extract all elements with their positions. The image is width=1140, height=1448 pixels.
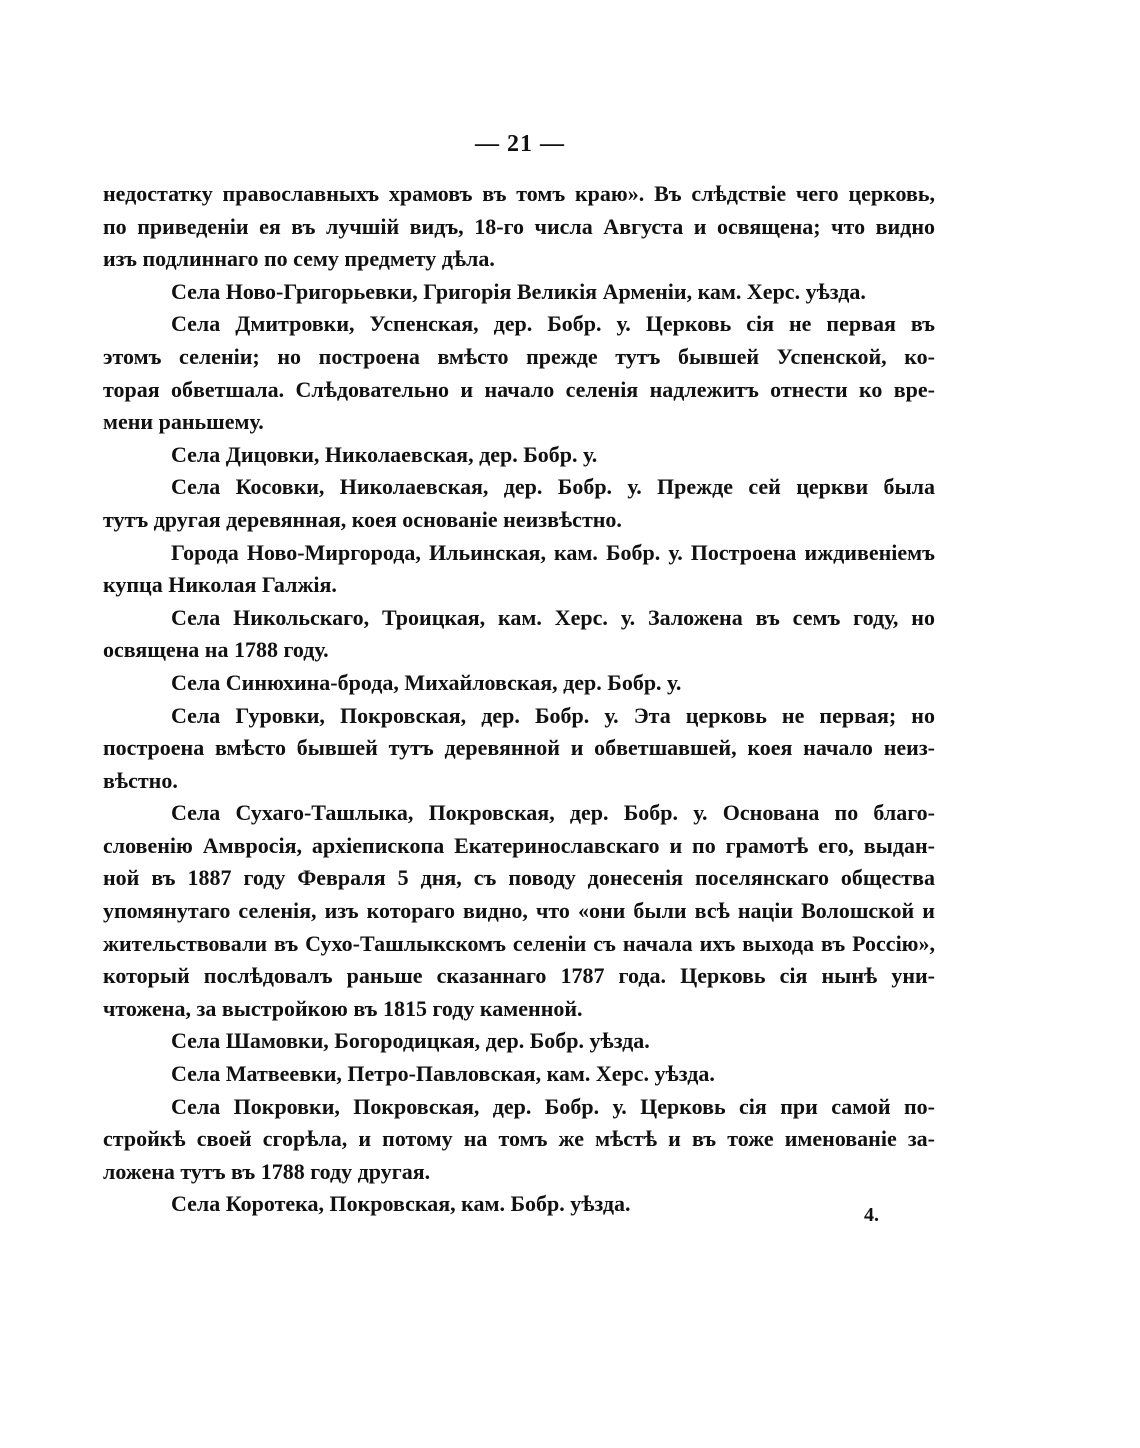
text-line: Села Дмитровки, Успенская, дер. Бобр. у. Церковь сія не первая въ [171, 311, 935, 337]
paragraph [103, 276, 935, 309]
text-line: который послѣдовалъ раньше сказаннаго 1787 года. Церковь сія нынѣ уни- [103, 963, 935, 989]
text-line: этомъ селеніи; но построена вмѣсто прежде тутъ бывшей Успенской, ко- [103, 343, 935, 369]
text-line: торая обветшала. Слѣдовательно и начало селенія надлежитъ отнести ко вре- [103, 376, 935, 402]
paragraph [103, 1025, 935, 1058]
paragraph [103, 471, 935, 536]
page-number: — 21 — [475, 131, 565, 157]
paragraph [103, 1058, 935, 1091]
text-line: недостатку православныхъ храмовъ въ томъ краю». Въ слѣдствіе чего церковь, [103, 181, 935, 206]
text-line: Села Синюхина-брода, Михайловская, дер. Бобр. у. [171, 669, 682, 695]
paragraph [103, 797, 935, 1025]
text-line: жительствовали въ Сухо-Ташлыкскомъ селеніи съ начала ихъ выхода въ Россію», [103, 930, 935, 956]
text-line: Села Дицовки, Николаевская, дер. Бобр. у. [171, 441, 598, 467]
text-line: Села Матвеевки, Петро-Павловская, кам. Херс. уѣзда. [171, 1061, 715, 1087]
text-line: мени раньшему. [103, 409, 264, 435]
paragraph [103, 439, 935, 472]
text-line: Села Шамовки, Богородицкая, дер. Бобр. уѣзда. [171, 1028, 650, 1054]
text-line: ложена тутъ въ 1788 году другая. [103, 1158, 431, 1184]
text-line: освящена на 1788 году. [103, 637, 329, 663]
text-line: Села Коротека, Покровская, кам. Бобр. уѣзда. [171, 1191, 631, 1217]
text-line: Села Покровки, Покровская, дер. Бобр. у. Церковь сія при самой по- [171, 1093, 935, 1119]
text-line: стройкѣ своей сгорѣла, и потому на томъ же мѣстѣ и въ тоже именованіе за- [103, 1126, 935, 1152]
paragraph [103, 667, 935, 700]
text-line: Села Гуровки, Покровская, дер. Бобр. у. Эта церковь не первая; но [171, 702, 935, 728]
signature-mark: 4. [864, 1204, 879, 1226]
text-line: тутъ другая деревянная, коея основаніе неизвѣстно. [103, 506, 622, 532]
text-line: Города Ново-Миргорода, Ильинская, кам. Бобр. у. Построена иждивеніемъ [171, 539, 935, 565]
text-line: построена вмѣсто бывшей тутъ деревянной и обветшавшей, коея начало неиз- [103, 735, 935, 761]
text-line: чтожена, за выстройкою въ 1815 году каменной. [103, 995, 583, 1021]
text-line: Села Ново-Григорьевки, Григорія Великія Арменіи, кам. Херс. уѣзда. [171, 278, 866, 304]
paragraph [103, 1188, 935, 1221]
text-line: вѣстно. [103, 767, 178, 793]
text-line: купца Николая Галжія. [103, 572, 337, 598]
paragraph [103, 308, 935, 438]
text-line: ной въ 1887 году Февраля 5 дня, съ поводу донесенія поселянскаго общества [103, 865, 935, 891]
text-line: Села Никольскаго, Троицкая, кам. Херс. у. Заложена въ семъ году, но [171, 604, 935, 630]
paragraph [103, 700, 935, 798]
page-body-text [103, 178, 935, 1221]
text-line: упомянутаго селенія, изъ котораго видно, что «они были всѣ націи Волошской и [103, 898, 935, 924]
text-line: словенію Амвросія, архіепископа Екатеринославскаго и по грамотѣ его, выдан- [103, 832, 935, 858]
paragraph [103, 1091, 935, 1189]
text-line: по приведеніи ея въ лучшій видъ, 18-го числа Августа и освящена; что видно [103, 213, 935, 239]
paragraph [103, 537, 935, 602]
text-line: изъ подлиннаго по сему предмету дѣла. [103, 246, 495, 272]
text-line: Села Косовки, Николаевская, дер. Бобр. у. Прежде сей церкви была [171, 474, 935, 500]
paragraph [103, 178, 935, 276]
text-line: Села Сухаго-Ташлыка, Покровская, дер. Бобр. у. Основана по благо- [171, 800, 935, 826]
paragraph [103, 602, 935, 667]
